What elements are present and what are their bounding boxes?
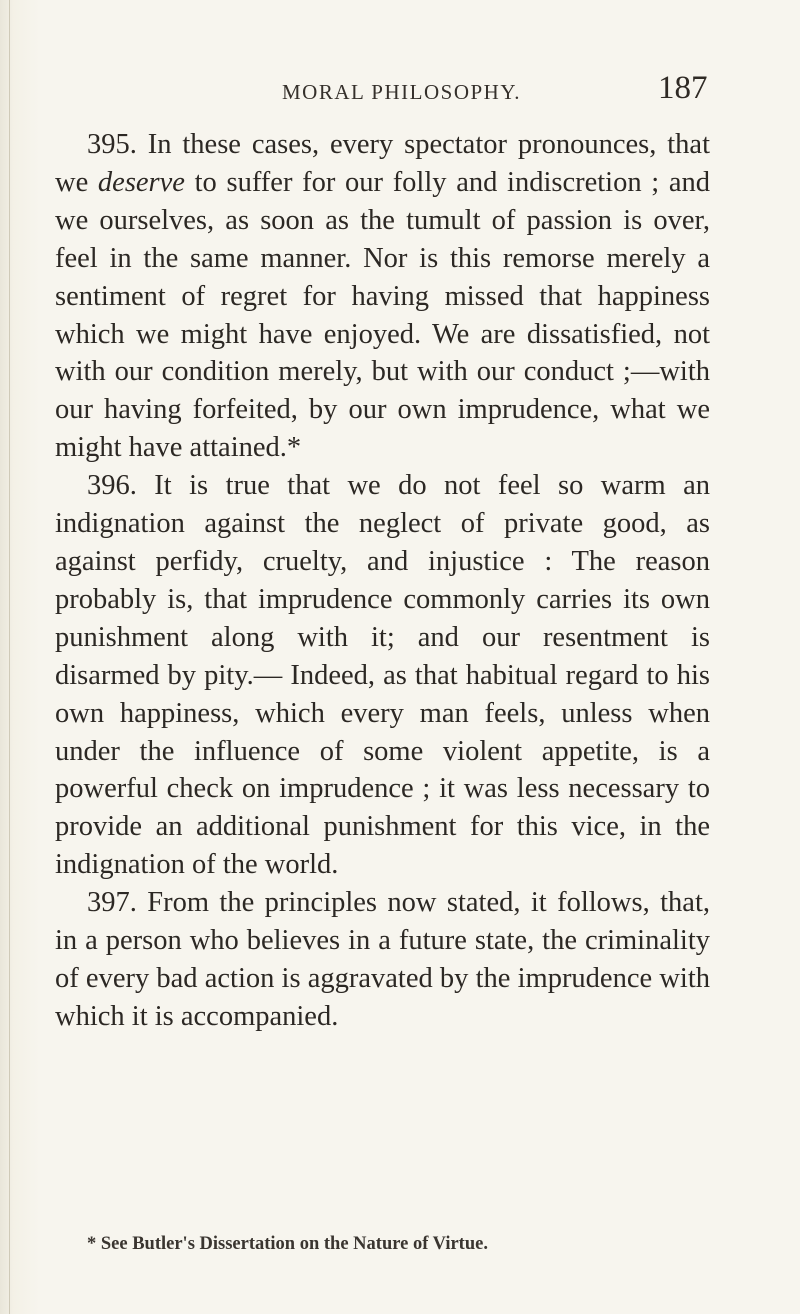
paragraph-text: It is true that we do not feel so warm an indignation against the neglect of private good, as against perfidy, cruelty, and injustice : The reason probably is, that imprudence commonly carries its own punishment along with it; and our resentment is disarmed by pity.— Indeed, as that habitual regard to his own happiness, which every man feels, unless when under the influence of some violent appetite, is a powerful check on imprudence ; it was less necessary to provide an additional punishment for this vice, in the indignation of the world. xyxy=(55,470,710,881)
paragraph-number: 395. xyxy=(87,129,137,160)
page-gutter-edge xyxy=(9,0,10,1314)
paragraph-text: to suffer for our folly and indiscretion ; and we ourselves, as soon as the tumult of passion is over, feel in the same manner. Nor is this remorse merely a sentiment of regret for having missed that happiness which we might have enjoyed. We are dissatisfied, not with our condition merely, but with our conduct ;—with our having forfeited, by our own imprudence, what we might have attained.* xyxy=(55,166,711,464)
paragraph-text: From the principles now stated, it follows, that, in a person who believes in a future state, the criminality of every bad action is aggravated by the imprudence with which it is accompanied. xyxy=(55,887,710,1032)
emphasized-word: deserve xyxy=(97,166,185,198)
page-header xyxy=(0,70,800,110)
paragraph-397 xyxy=(55,884,710,1036)
paragraph-number: 397. xyxy=(87,887,137,919)
body-text xyxy=(55,126,710,1036)
running-head: MORAL PHILOSOPHY. xyxy=(282,80,522,104)
paragraph-number: 396. xyxy=(87,470,137,502)
paragraph-text: In these cases, every spectator pronounces, that we xyxy=(55,129,710,198)
paragraph-395 xyxy=(55,126,710,467)
page-number: 187 xyxy=(658,70,708,106)
paragraph-396 xyxy=(55,467,710,884)
footnote: * See Butler's Dissertation on the Nature of Virtue. xyxy=(87,1234,488,1254)
